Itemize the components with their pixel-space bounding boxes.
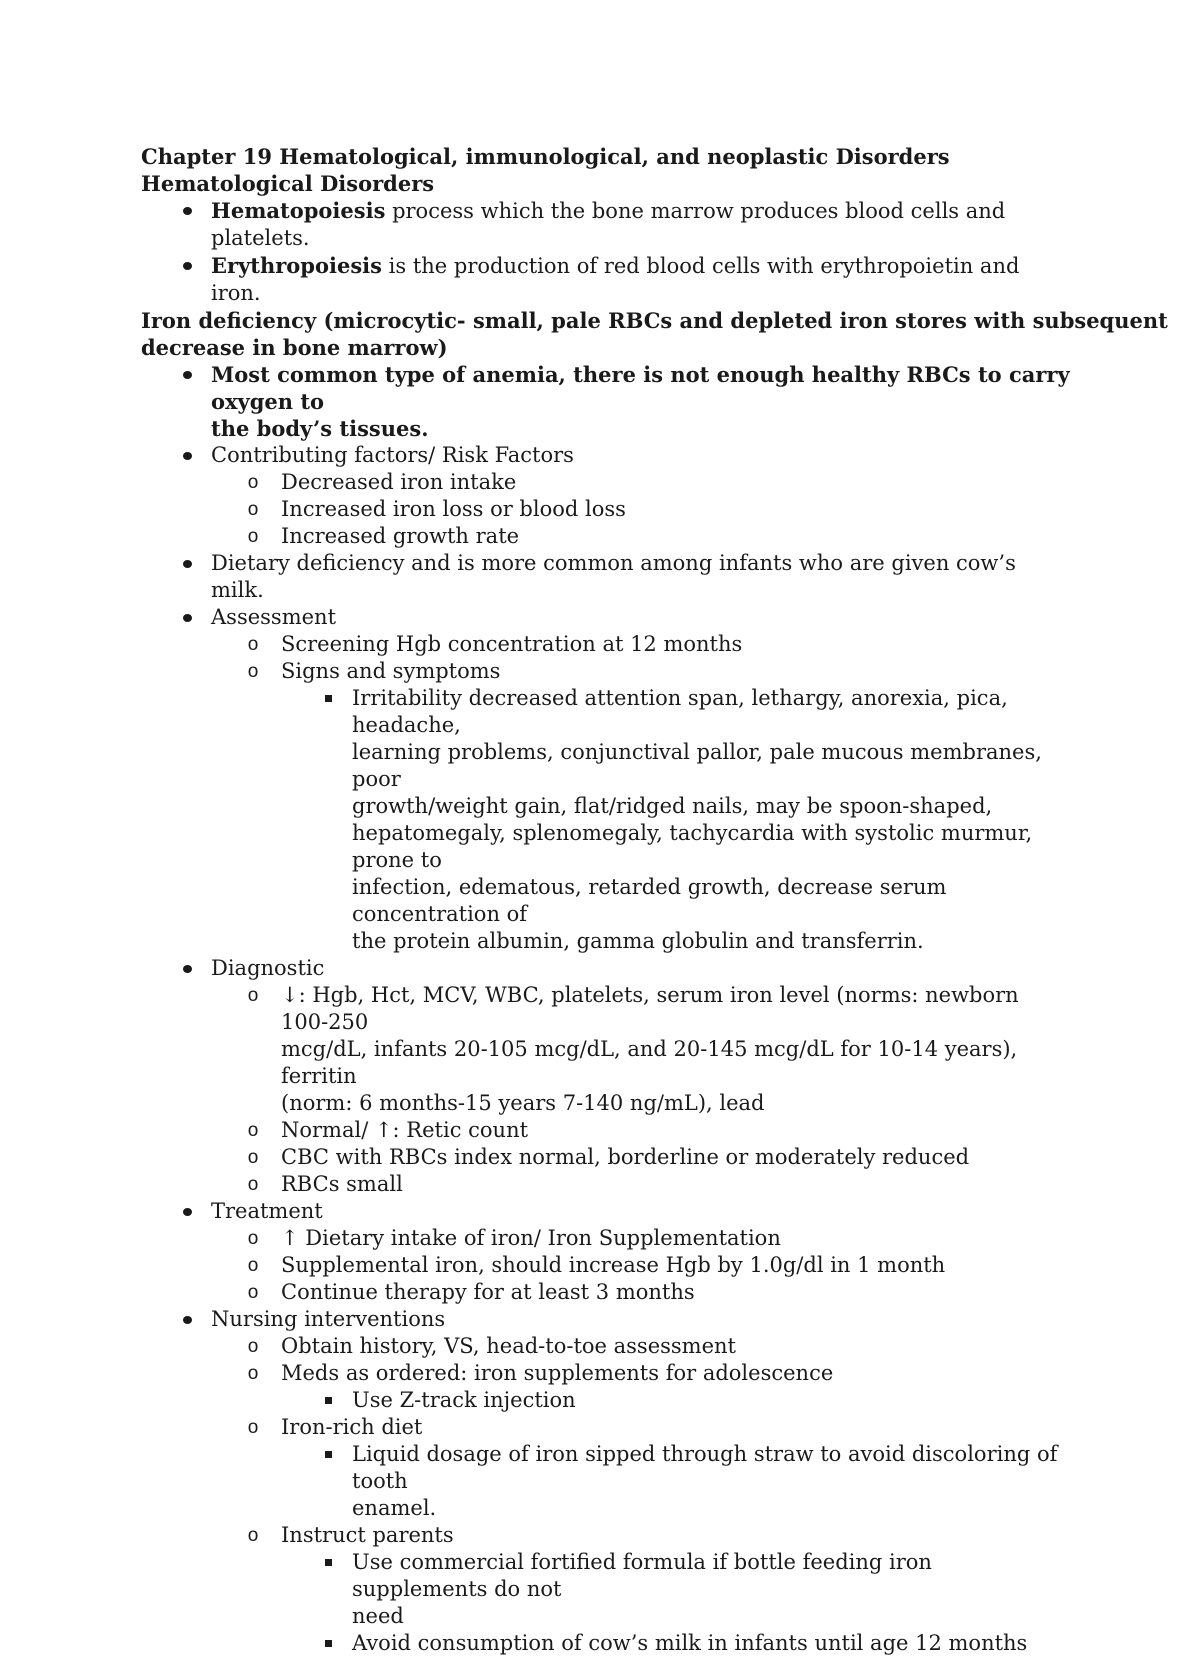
list-item-text: need (352, 1604, 404, 1628)
list-item (211, 252, 1071, 307)
circle-bullet-icon: o (247, 1255, 259, 1276)
list-item-text: Decreased iron intake (281, 470, 517, 494)
list-item-text: Screening Hgb concentration at 12 months (281, 632, 743, 656)
definition-text: process which the bone marrow produces blood cells and platelets. (211, 199, 1006, 250)
nursing-label: Nursing interventions (211, 1307, 446, 1331)
list-item (247, 1117, 1071, 1144)
list-item (352, 1441, 1071, 1522)
dietary-text: Dietary deficiency and is more common among infants who are given cow’s milk. (211, 551, 1016, 602)
signs-line: infection, edematous, retarded growth, decrease serum concentration of (352, 875, 947, 926)
definitions-list (141, 197, 1071, 307)
iron-deficiency-heading: Iron deficiency (microcytic- small, pale RBCs and depleted iron stores with subsequent (141, 308, 1168, 333)
list-item (247, 1144, 1071, 1171)
list-item-text: Increased iron loss or blood loss (281, 497, 626, 521)
list-item-text: Instruct parents (281, 1523, 454, 1547)
list-item-text: Avoid consumption of cow’s milk in infants until age 12 months (352, 1631, 1028, 1655)
list-item (211, 604, 1071, 631)
list-item (247, 1225, 1071, 1252)
list-item (211, 197, 1071, 252)
circle-bullet-icon: o (247, 499, 259, 520)
list-item (211, 361, 1071, 442)
list-item (247, 1414, 1071, 1441)
list-item (247, 1279, 1071, 1306)
circle-bullet-icon: o (247, 526, 259, 547)
list-item-text: Continue therapy for at least 3 months (281, 1280, 695, 1304)
iron-deficiency-list (141, 361, 1071, 1657)
list-item-text: Iron-rich diet (281, 1415, 423, 1439)
signs-line: learning problems, conjunctival pallor, pale mucous membranes, poor (352, 740, 1042, 791)
list-item (247, 1360, 1071, 1387)
circle-bullet-icon: o (247, 1363, 259, 1384)
most-common-text-cont: the body’s tissues. (211, 416, 429, 441)
definition-text: is the production of red blood cells with erythropoietin and iron. (211, 254, 1020, 305)
list-item (352, 1549, 1071, 1630)
circle-bullet-icon: o (247, 472, 259, 493)
list-item (352, 1387, 1071, 1414)
circle-bullet-icon: o (247, 1228, 259, 1249)
term-erythropoiesis: Erythropoiesis (211, 253, 382, 278)
list-item (211, 1306, 1071, 1333)
list-item (352, 1630, 1071, 1657)
section-heading: Hematological Disorders (141, 171, 435, 196)
signs-line: Irritability decreased attention span, lethargy, anorexia, pica, headache, (352, 686, 1008, 737)
document-body (141, 143, 1168, 1657)
list-item-text: Use Z-track injection (352, 1388, 576, 1412)
list-item (211, 955, 1071, 982)
list-item (247, 1333, 1071, 1360)
circle-bullet-icon: o (247, 1417, 259, 1438)
list-item (247, 496, 1071, 523)
assessment-label: Assessment (211, 605, 337, 629)
list-item (247, 631, 1071, 658)
contributing-label: Contributing factors/ Risk Factors (211, 443, 574, 467)
list-item (247, 469, 1071, 496)
diagnostic-label: Diagnostic (211, 956, 325, 980)
term-hematopoiesis: Hematopoiesis (211, 198, 386, 223)
circle-bullet-icon: o (247, 1282, 259, 1303)
list-item (211, 550, 1071, 604)
list-item (247, 1252, 1071, 1279)
list-item (247, 658, 1071, 685)
list-item-text: RBCs small (281, 1172, 403, 1196)
iron-deficiency-heading-cont: decrease in bone marrow) (141, 335, 448, 360)
list-item-text: Liquid dosage of iron sipped through straw to avoid discoloring of tooth (352, 1442, 1058, 1493)
list-item-text: Signs and symptoms (281, 659, 501, 683)
circle-bullet-icon: o (247, 661, 259, 682)
list-item (247, 1171, 1071, 1198)
circle-bullet-icon: o (247, 1525, 259, 1546)
circle-bullet-icon: o (247, 1120, 259, 1141)
list-item-text: Use commercial fortified formula if bottle feeding iron supplements do not (352, 1550, 932, 1601)
list-item-text: Normal/ ↑: Retic count (281, 1118, 529, 1142)
circle-bullet-icon: o (247, 1147, 259, 1168)
circle-bullet-icon: o (247, 634, 259, 655)
list-item (247, 982, 1071, 1117)
list-item-text: Obtain history, VS, head-to-toe assessment (281, 1334, 736, 1358)
circle-bullet-icon: o (247, 1174, 259, 1195)
circle-bullet-icon: o (247, 1336, 259, 1357)
list-item-text: Meds as ordered: iron supplements for adolescence (281, 1361, 834, 1385)
signs-line: hepatomegaly, splenomegaly, tachycardia with systolic murmur, prone to (352, 821, 1033, 872)
list-item (211, 442, 1071, 469)
list-item (247, 1522, 1071, 1549)
diagnostic-line: (norm: 6 months-15 years 7-140 ng/mL), lead (281, 1091, 765, 1115)
treatment-label: Treatment (211, 1199, 323, 1223)
list-item-text: enamel. (352, 1496, 437, 1520)
signs-line: growth/weight gain, flat/ridged nails, may be spoon-shaped, (352, 794, 993, 818)
most-common-text: Most common type of anemia, there is not enough healthy RBCs to carry oxygen to (211, 362, 1070, 414)
list-item (247, 523, 1071, 550)
list-item-text: Increased growth rate (281, 524, 520, 548)
page-title: Chapter 19 Hematological, immunological, and neoplastic Disorders (141, 144, 950, 169)
diagnostic-line: ↓: Hgb, Hct, MCV, WBC, platelets, serum iron level (norms: newborn 100-250 (281, 983, 1019, 1034)
list-item (211, 1198, 1071, 1225)
list-item (352, 685, 1071, 955)
diagnostic-line: mcg/dL, infants 20-105 mcg/dL, and 20-145 mcg/dL for 10-14 years), ferritin (281, 1037, 1018, 1088)
list-item-text: CBC with RBCs index normal, borderline or moderately reduced (281, 1145, 970, 1169)
circle-bullet-icon: o (247, 985, 259, 1006)
list-item-text: ↑ Dietary intake of iron/ Iron Supplementation (281, 1226, 781, 1250)
signs-line: the protein albumin, gamma globulin and transferrin. (352, 929, 924, 953)
list-item-text: Supplemental iron, should increase Hgb by 1.0g/dl in 1 month (281, 1253, 946, 1277)
